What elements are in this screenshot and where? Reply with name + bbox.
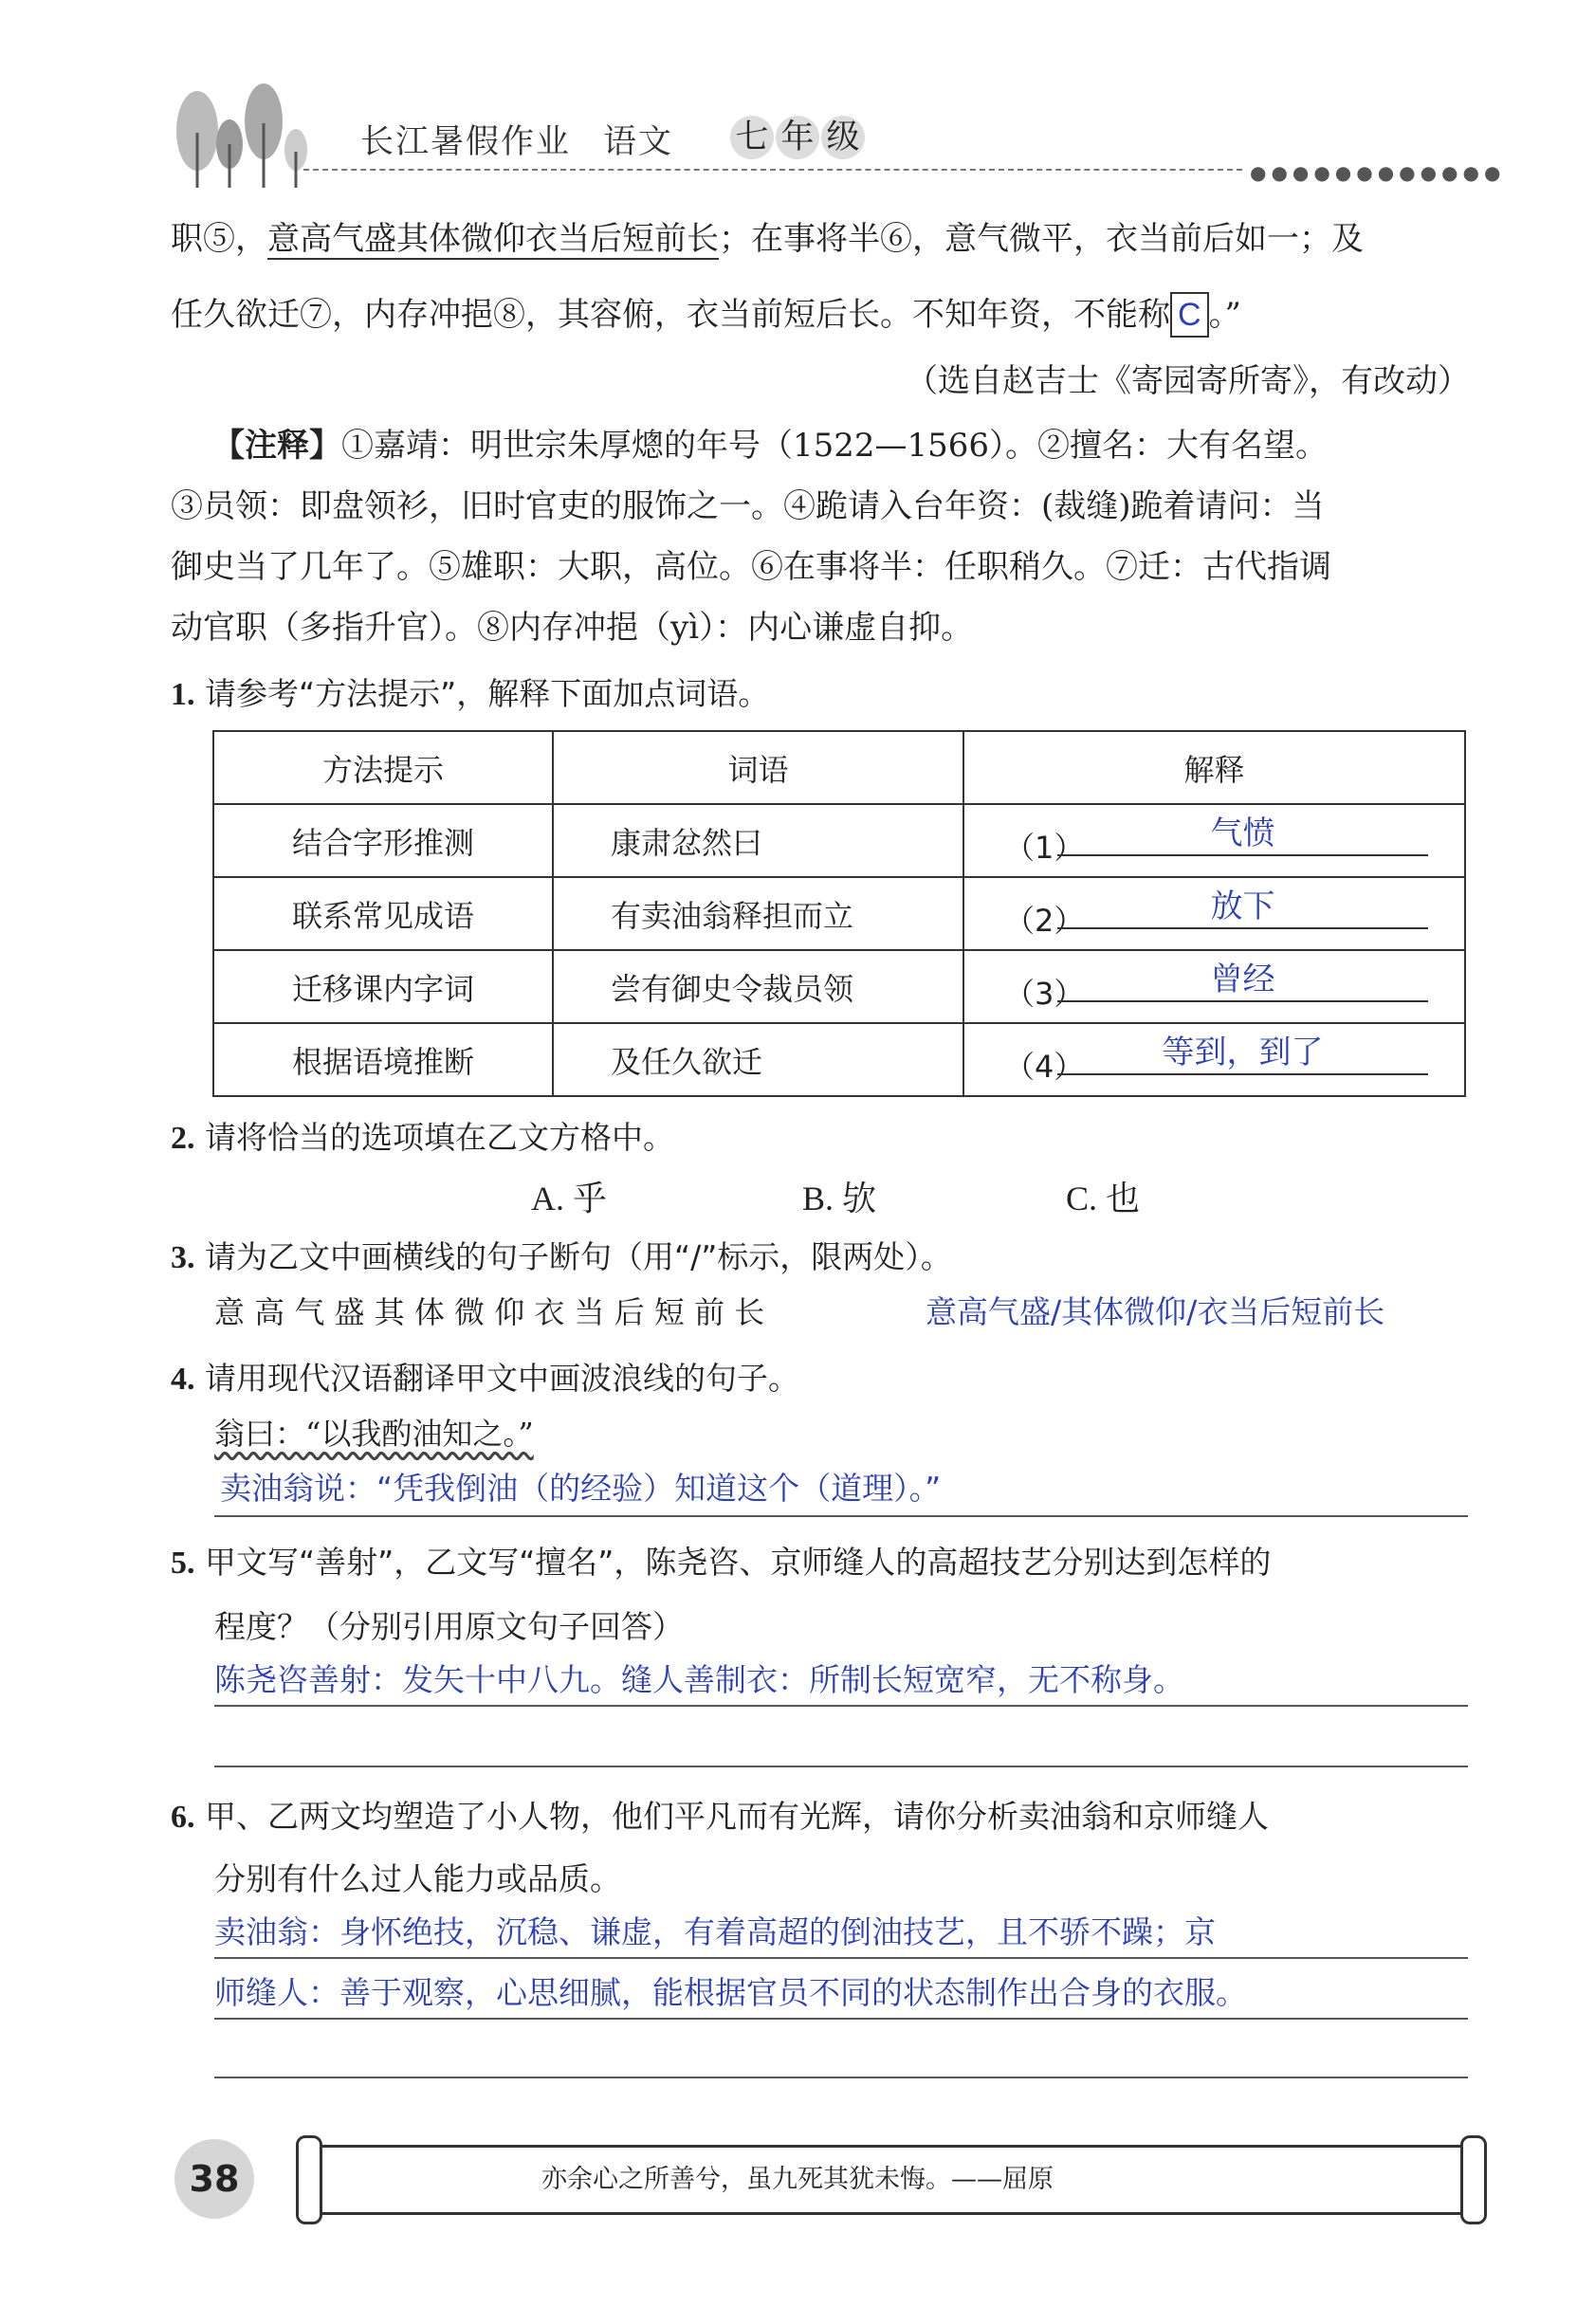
book-name: 长江暑假作业 (360, 123, 572, 161)
q4-sentence: 翁曰：“以我酌油知之。” (214, 1416, 534, 1452)
q6-answer-line-1: 卖油翁：身怀绝技，沉稳、谦虚，有着高超的倒油技艺，且不骄不躁；京 (214, 1913, 1216, 1950)
question-5: 5. 甲文写“善射”，乙文写“擅名”，陈尧咨、京师缝人的高超技艺分别达到怎样的 (171, 1544, 1272, 1581)
question-3: 3. 请为乙文中画横线的句子断句（用“/”标示，限两处）。 (171, 1238, 952, 1275)
q4-answer: 卖油翁说：“凭我倒油（的经验）知道这个（道理）。” (220, 1470, 942, 1507)
passage-line-1: 职⑤，意高气盛其体微仰衣当后短前长；在事将半⑥，意气微平，衣当前后如一；及 (171, 220, 1364, 258)
handwritten-answer: 等到，到了 (1162, 1034, 1324, 1071)
underlined-sentence: 意高气盛其体微仰衣当后短前长 (267, 220, 719, 258)
notes-line-1: 【注释】①嘉靖：明世宗朱厚熜的年号（1522—1566）。②擅名：大有名望。 (212, 427, 1329, 465)
table-header: 方法提示 (213, 731, 553, 804)
handwritten-answer: 曾经 (1210, 961, 1275, 998)
answer-line[interactable] (1057, 1000, 1428, 1002)
handwritten-answer: 放下 (1210, 888, 1275, 925)
table-row: 迁移课内字词 尝有御史令裁员领 （3） 曾经 (213, 950, 1465, 1023)
grade-char: 年 (776, 116, 819, 159)
answer-line[interactable] (214, 1957, 1468, 1959)
handwritten-answer: 气愤 (1210, 814, 1275, 852)
q3-answer: 意高气盛/其体微仰/衣当后短前长 (926, 1293, 1385, 1330)
answer-line[interactable] (214, 1515, 1468, 1517)
option-c[interactable]: C. 也 (1066, 1180, 1141, 1217)
header-dots: ●●●●●●●●●●●● (1250, 161, 1506, 184)
answer-line[interactable] (214, 2018, 1468, 2020)
notes-label: 【注释】 (212, 427, 341, 465)
notes-line-2: ③员领：即盘领衫，旧时官吏的服饰之一。④跪请入台年资：(裁缝)跪着请问：当 (171, 487, 1325, 525)
answer-line[interactable] (214, 1766, 1468, 1767)
motto-text: 亦余心之所善兮，虽九死其犹未悔。——屈原 (541, 2165, 1054, 2194)
passage-source: （选自赵吉士《寄园寄所寄》，有改动） (906, 362, 1470, 400)
table-row: 联系常见成语 有卖油翁释担而立 （2） 放下 (213, 877, 1465, 950)
question-6: 6. 甲、乙两文均塑造了小人物，他们平凡而有光辉，请你分析卖油翁和京师缝人 (171, 1798, 1269, 1835)
passage-line-2: 任久欲迁⑦，内存冲挹⑧，其容俯，衣当前短后长。不知年资，不能称 C 。” (171, 292, 1241, 338)
book-title (360, 116, 706, 163)
q3-sentence: 意 高 气 盛 其 体 微 仰 衣 当 后 短 前 长 (214, 1294, 765, 1330)
table-header: 解释 (963, 731, 1465, 804)
notes-line-3: 御史当了几年了。⑤雄职：大职，高位。⑥在事将半：任职稍久。⑦迁：古代指调 (171, 548, 1331, 586)
header-divider (303, 169, 1242, 171)
q5-answer: 陈尧咨善射：发矢十中八九。缝人善制衣：所制长短宽窄，无不称身。 (214, 1661, 1184, 1698)
table-row: 根据语境推断 及任久欲迁 （4） 等到，到了 (213, 1023, 1465, 1096)
subject-name: 语文 (603, 123, 674, 161)
table-header: 词语 (553, 731, 963, 804)
answer-line[interactable] (1057, 927, 1428, 929)
table-row: 结合字形推测 康肃忿然曰 （1） 气愤 (213, 804, 1465, 877)
table-header-row (213, 731, 1465, 804)
question-4: 4. 请用现代汉语翻译甲文中画波浪线的句子。 (171, 1360, 799, 1397)
answer-line[interactable] (1057, 1073, 1428, 1075)
grade-char: 七 (730, 116, 774, 159)
question-5-line-2: 程度？（分别引用原文句子回答） (214, 1608, 684, 1645)
grade-char: 级 (821, 116, 865, 159)
option-a[interactable]: A. 乎 (531, 1180, 607, 1217)
page-number: 38 (174, 2139, 254, 2219)
answer-line[interactable] (214, 2077, 1468, 2078)
vocab-table (212, 730, 1466, 1097)
question-2: 2. 请将恰当的选项填在乙文方格中。 (171, 1119, 674, 1156)
q6-answer-line-2: 师缝人：善于观察，心思细腻，能根据官员不同的状态制作出合身的衣服。 (214, 1974, 1247, 2011)
notes-line-4: 动官职（多指升官）。⑧内存冲挹（yì）：内心谦虚自抑。 (171, 609, 974, 647)
answer-line[interactable] (214, 1705, 1468, 1707)
question-1: 1. 请参考“方法提示”，解释下面加点词语。 (171, 675, 770, 712)
option-b[interactable]: B. 欤 (802, 1180, 877, 1217)
grade-label (730, 116, 872, 159)
trees-logo-icon (171, 76, 313, 190)
answer-box: C (1170, 292, 1209, 338)
question-6-line-2: 分别有什么过人能力或品质。 (214, 1860, 621, 1897)
answer-line[interactable] (1057, 854, 1428, 856)
